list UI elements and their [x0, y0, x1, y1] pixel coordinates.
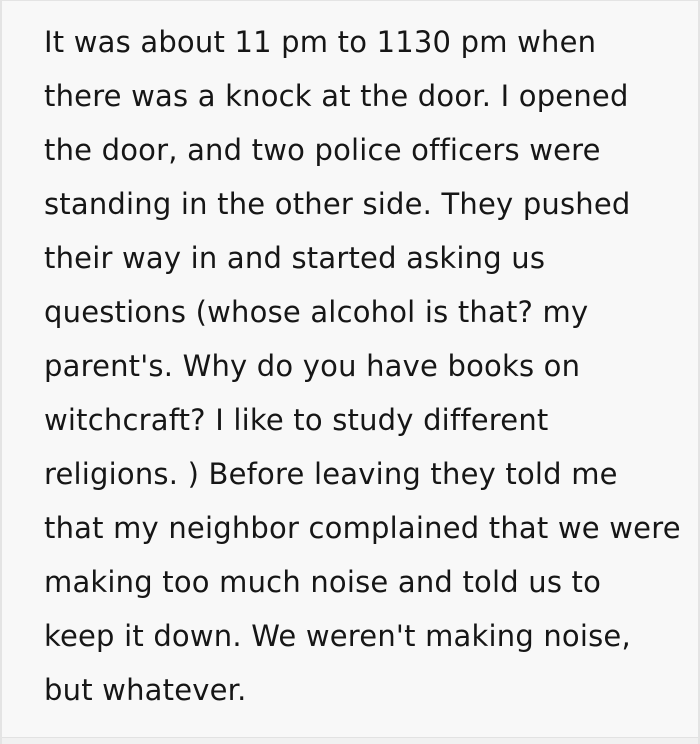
- story-line: that my neighbor complained that we were: [44, 511, 681, 545]
- story-line: there was a knock at the door. I opened: [44, 79, 629, 113]
- story-line: questions (whose alcohol is that? my: [44, 295, 589, 329]
- story-line: standing in the other side. They pushed: [44, 187, 631, 221]
- story-line: religions. ) Before leaving they told me: [44, 457, 618, 491]
- story-line: keep it down. We weren't making noise,: [44, 619, 631, 653]
- story-line: their way in and started asking us: [44, 241, 546, 275]
- story-line: making too much noise and told us to: [44, 565, 602, 599]
- story-line: It was about 11 pm to 1130 pm when: [44, 25, 597, 59]
- story-line: witchcraft? I like to study different: [44, 403, 549, 437]
- story-line: the door, and two police officers were: [44, 133, 601, 167]
- story-line: parent's. Why do you have books on: [44, 349, 581, 383]
- story-text-block: [2, 1, 698, 717]
- story-line: but whatever.: [44, 673, 247, 707]
- bottom-divider: [2, 737, 698, 744]
